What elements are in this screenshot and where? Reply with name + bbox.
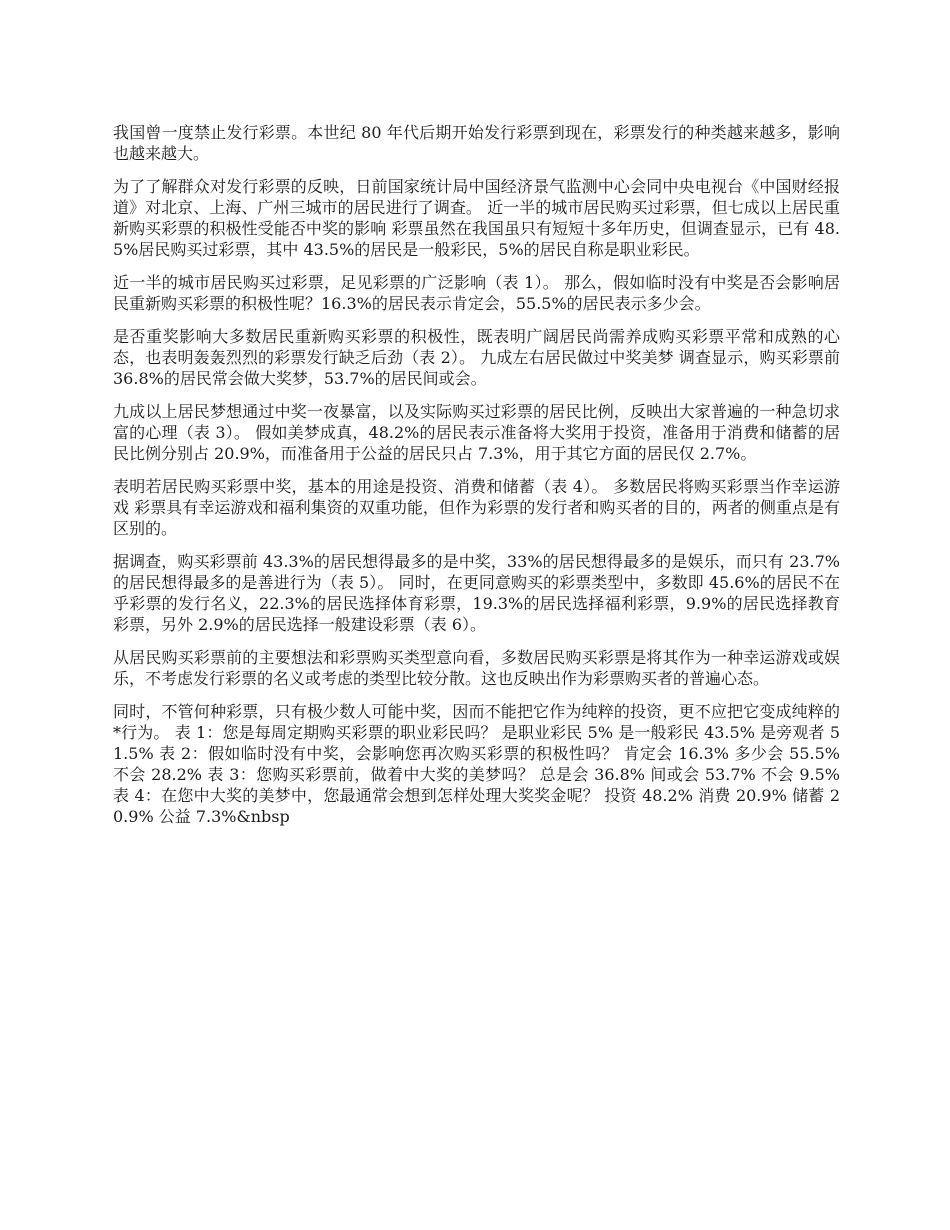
paragraph: 表明若居民购买彩票中奖，基本的用途是投资、消费和储蓄（表 4）。 多数居民将购买彩票当作幸运游戏 彩票具有幸运游戏和福利集资的双重功能，但作为彩票的发行者和购买者的目的，两者的侧重点是有区别的。 xyxy=(113,477,840,538)
document-body xyxy=(113,122,840,827)
paragraph: 据调查，购买彩票前 43.3%的居民想得最多的是中奖，33%的居民想得最多的是娱乐，而只有 23.7%的居民想得最多的是善进行为（表 5）。 同时，在更同意购买的彩票类型中，多数即 45.6%的居民不在乎彩票的发行名义，22.3%的居民选择体育彩票，19.3%的居民选择福利彩票，9.9%的居民选择教育彩票，另外 2.9%的居民选择一般建设彩票（表 6）。 xyxy=(113,552,840,634)
paragraph: 从居民购买彩票前的主要想法和彩票购买类型意向看，多数居民购买彩票是将其作为一种幸运游戏或娱乐，不考虑发行彩票的名义或考虑的类型比较分散。这也反映出作为彩票购买者的普遍心态。 xyxy=(113,648,840,688)
paragraph: 近一半的城市居民购买过彩票，足见彩票的广泛影响（表 1）。 那么，假如临时没有中奖是否会影响居民重新购买彩票的积极性呢？16.3%的居民表示肯定会，55.5%的居民表示多少会。 xyxy=(113,273,840,313)
paragraph: 我国曾一度禁止发行彩票。本世纪 80 年代后期开始发行彩票到现在，彩票发行的种类越来越多，影响也越来越大。 xyxy=(113,123,840,163)
paragraph: 是否重奖影响大多数居民重新购买彩票的积极性，既表明广阔居民尚需养成购买彩票平常和成熟的心态，也表明轰轰烈烈的彩票发行缺乏后劲（表 2）。 九成左右居民做过中奖美梦 调查显示，购买彩票前 36.8%的居民常会做大奖梦，53.7%的居民间或会。 xyxy=(113,327,840,388)
paragraph: 九成以上居民梦想通过中奖一夜暴富，以及实际购买过彩票的居民比例，反映出大家普遍的一种急切求富的心理（表 3）。 假如美梦成真，48.2%的居民表示准备将大奖用于投资，准备用于消费和储蓄的居民比例分别占 20.9%，而准备用于公益的居民只占 7.3%，用于其它方面的居民仅 2.7%。 xyxy=(113,402,840,463)
paragraph: 为了了解群众对发行彩票的反映，日前国家统计局中国经济景气监测中心会同中央电视台《中国财经报道》对北京、上海、广州三城市的居民进行了调查。 近一半的城市居民购买过彩票，但七成以上居民重新购买彩票的积极性受能否中奖的影响 彩票虽然在我国虽只有短短十多年历史，但调查显示，已有 48.5%居民购买过彩票，其中 43.5%的居民是一般彩民，5%的居民自称是职业彩民。 xyxy=(113,177,840,259)
paragraph: 同时，不管何种彩票，只有极少数人可能中奖，因而不能把它作为纯粹的投资，更不应把它变成纯粹的*行为。 表 1：您是每周定期购买彩票的职业彩民吗？ 是职业彩民 5% 是一般彩民 43.5% 是旁观者 51.5% 表 2：假如临时没有中奖，会影响您再次购买彩票的积极性吗？ 肯定会 16.3% 多少会 55.5% 不会 28.2% 表 3：您购买彩票前，做着中大奖的美梦吗？ 总是会 36.8% 间或会 53.7% 不会 9.5% 表 4：在您中大奖的美梦中，您最通常会想到怎样处理大奖奖金呢？ 投资 48.2% 消费 20.9% 储蓄 20.9% 公益 7.3%&nbsp xyxy=(113,702,840,826)
